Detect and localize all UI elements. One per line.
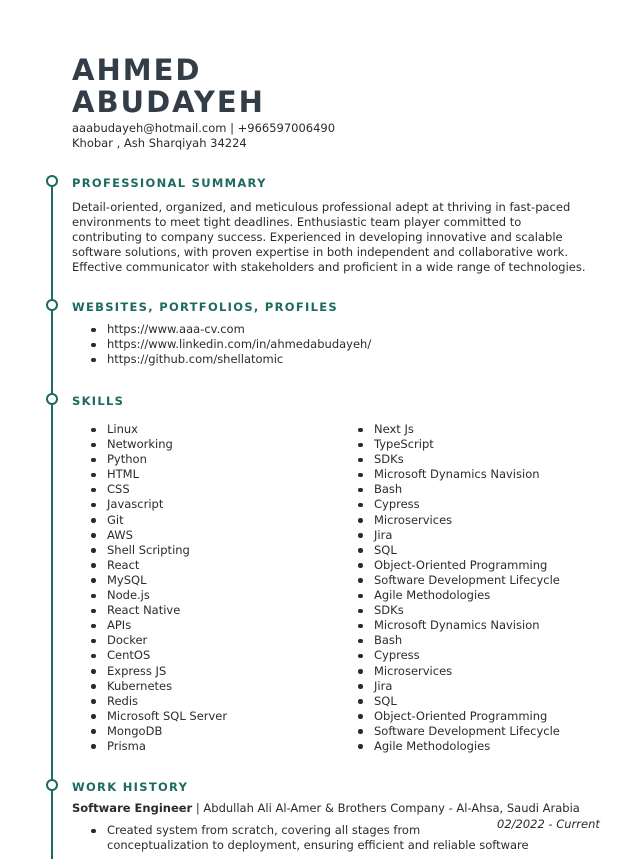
- skill-item: Bash: [354, 482, 560, 497]
- skill-item: Git: [87, 513, 227, 528]
- skill-item: Object-Oriented Programming: [354, 558, 560, 573]
- contact-email-phone: aaabudayeh@hotmail.com | +966597006490: [72, 121, 336, 135]
- skill-item: React: [87, 558, 227, 573]
- skill-item: Kubernetes: [87, 679, 227, 694]
- skill-item: Bash: [354, 633, 560, 648]
- skill-item: Next Js: [354, 422, 560, 437]
- skill-item: Prisma: [87, 739, 227, 754]
- job-company: | Abdullah Ali Al-Amer & Brothers Company - Al-Ahsa, Saudi Arabia: [192, 801, 580, 815]
- section-title-websites: WEBSITES, PORTFOLIOS, PROFILES: [72, 300, 338, 314]
- skill-item: Microservices: [354, 513, 560, 528]
- skill-item: Jira: [354, 528, 560, 543]
- skill-item: AWS: [87, 528, 227, 543]
- skill-item: Jira: [354, 679, 560, 694]
- skill-item: CSS: [87, 482, 227, 497]
- summary-line: contributing to company success. Experienced in developing innovative and scalable: [72, 230, 563, 244]
- skill-item: MySQL: [87, 573, 227, 588]
- skill-item: Agile Methodologies: [354, 739, 560, 754]
- summary-line: Effective communicator with stakeholders and proficient in a wide range of technologies.: [72, 260, 586, 274]
- skill-item: HTML: [87, 467, 227, 482]
- skills-list-right: [354, 422, 560, 754]
- job-date: 02/2022 - Current: [497, 817, 600, 831]
- name-line-2: ABUDAYEH: [72, 85, 265, 119]
- skill-item: MongoDB: [87, 724, 227, 739]
- websites-list: [87, 322, 371, 367]
- name-line-1: AHMED: [72, 53, 202, 87]
- skill-item: Express JS: [87, 664, 227, 679]
- summary-line: environments to meet tight deadlines. Enthusiastic team player committed to: [72, 215, 522, 229]
- skill-item: Microsoft Dynamics Navision: [354, 467, 560, 482]
- skill-item: Microsoft Dynamics Navision: [354, 618, 560, 633]
- skill-item: Shell Scripting: [87, 543, 227, 558]
- skill-item: Microservices: [354, 664, 560, 679]
- skill-item: Cypress: [354, 497, 560, 512]
- skill-item: APIs: [87, 618, 227, 633]
- skill-item: Node.js: [87, 588, 227, 603]
- contact-info: [72, 121, 335, 151]
- skill-item: TypeScript: [354, 437, 560, 452]
- skill-item: Agile Methodologies: [354, 588, 560, 603]
- skill-item: SDKs: [354, 603, 560, 618]
- skill-item: Object-Oriented Programming: [354, 709, 560, 724]
- job-title: Software Engineer: [72, 801, 193, 815]
- section-title-work: WORK HISTORY: [72, 780, 189, 794]
- skill-item: Redis: [87, 694, 227, 709]
- timeline-dot-skills: [46, 393, 58, 405]
- job-bullet: Created system from scratch, covering all stages from: [87, 823, 529, 838]
- website-link[interactable]: https://www.linkedin.com/in/ahmedabudayeh/: [87, 337, 371, 352]
- skill-item: Cypress: [354, 648, 560, 663]
- summary-line: software solutions, with proven expertise in both independent and collaborative work.: [72, 245, 568, 259]
- job-bullet-continued: conceptualization to deployment, ensuring efficient and reliable software: [107, 838, 529, 853]
- job-bullets: [87, 823, 529, 853]
- skill-item: Python: [87, 452, 227, 467]
- skills-list-left: [87, 422, 227, 754]
- skill-item: Networking: [87, 437, 227, 452]
- skill-item: CentOS: [87, 648, 227, 663]
- candidate-name: [72, 54, 472, 118]
- contact-address: Khobar , Ash Sharqiyah 34224: [72, 136, 247, 150]
- skill-item: SDKs: [354, 452, 560, 467]
- summary-line: Detail-oriented, organized, and meticulous professional adept at thriving in fast-paced: [72, 200, 571, 214]
- timeline-rail: [51, 179, 53, 859]
- timeline-dot-websites: [46, 299, 58, 311]
- website-link[interactable]: https://www.aaa-cv.com: [87, 322, 371, 337]
- skill-item: Microsoft SQL Server: [87, 709, 227, 724]
- skill-item: Javascript: [87, 497, 227, 512]
- section-title-summary: PROFESSIONAL SUMMARY: [72, 176, 267, 190]
- skill-item: React Native: [87, 603, 227, 618]
- section-title-skills: SKILLS: [72, 394, 125, 408]
- summary-paragraph: [72, 200, 617, 275]
- skill-item: Linux: [87, 422, 227, 437]
- skill-item: Software Development Lifecycle: [354, 573, 560, 588]
- skill-item: SQL: [354, 543, 560, 558]
- website-link[interactable]: https://github.com/shellatomic: [87, 352, 371, 367]
- skill-item: Docker: [87, 633, 227, 648]
- job-heading: [72, 801, 580, 815]
- timeline-dot-summary: [46, 175, 58, 187]
- skill-item: Software Development Lifecycle: [354, 724, 560, 739]
- timeline-dot-work: [46, 779, 58, 791]
- skill-item: SQL: [354, 694, 560, 709]
